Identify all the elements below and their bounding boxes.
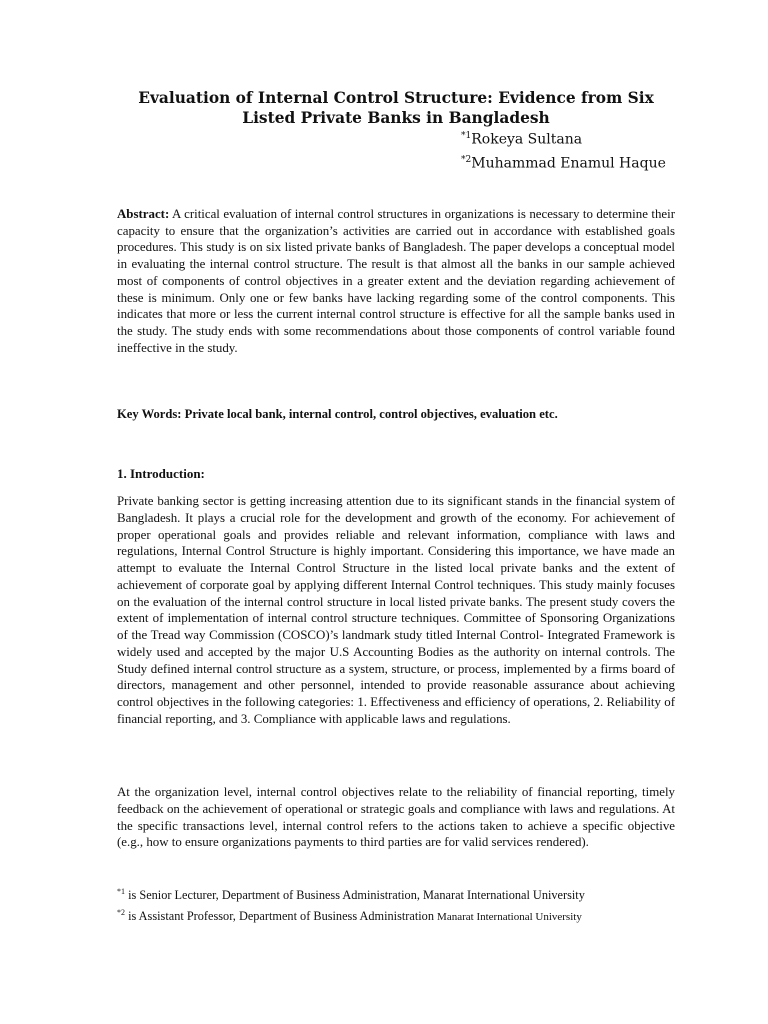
paper-page — [117, 88, 676, 924]
abstract-label: Abstract: — [117, 207, 170, 221]
footnote-2-marker: *2 — [117, 908, 125, 918]
author-2 — [461, 150, 666, 174]
footnote-1-marker: *1 — [117, 887, 125, 896]
abstract-text: A critical evaluation of internal control structures in organizations is necessary to determine their capacity to ensure that the organization’s activities are carried out in accordance with established goals procedures. This study is on six listed private banks of Bangladesh. The paper develops a conceptual model in evaluating the internal control structure. The result is that almost all the banks in our sample achieved most of components of control objectives in a greater extent and the deviation regarding achievement of these is minimum. Only one or few banks have lacking regarding some of the control components. This indicates that more or less the current internal control structure is effective for all the sample banks used in the study. The study ends with some recommendations about those components of control variable found ineffective in the study. — [117, 207, 676, 355]
author-list — [461, 126, 666, 173]
footnote-2-text: is Assistant Professor, Department of Business Administration — [125, 909, 438, 924]
author-1-marker: *1 — [461, 131, 472, 141]
footnote-1-text: is Senior Lecturer, Department of Business Administration, Manarat International University — [125, 888, 585, 903]
keywords: Key Words: Private local bank, internal control, control objectives, evaluation etc. — [117, 407, 558, 421]
abstract — [117, 206, 675, 356]
paper-title: Evaluation of Internal Control Structure: Evidence from Six Listed Private Banks in Bangladesh — [138, 89, 654, 127]
section-heading-introduction: 1. Introduction: — [117, 466, 205, 481]
author-1-name: Rokeya Sultana — [471, 131, 583, 148]
footnote-1 — [117, 883, 677, 904]
author-2-marker: *2 — [461, 154, 472, 165]
footnote-2-affiliation: Manarat International University — [437, 911, 582, 924]
introduction-paragraph-1: Private banking sector is getting increasing attention due to its significant stands in the financial system of Bangladesh. It plays a crucial role for the development and growth of the economy. For achievement of proper operational goals and provides reliable and relevant information, compliance with laws and regulations, Internal Control Structure is highly important. Considering this importance, we have made an attempt to evaluate the Internal Control Structure in the listed local private banks and the extent of achievement of corporate goal by applying different Internal Control techniques. This study mainly focuses on the evaluation of the internal control structure in local listed private banks. The present study covers the extent of implementation of internal control structure techniques. Committee of Sponsoring Organizations of the Tread way Commission (COSCO)’s landmark study titled Internal Control- Integrated Framework is widely used and accepted by the major U.S Accounting Bodies as the authority on internal controls. The Study defined internal control structure as a system, structure, or process, implemented by a firms board of directors, management and other personnel, intended to provide reasonable assurance about achieving control objectives in the following categories: 1. Effectiveness and efficiency of operations, 2. Reliability of financial reporting, and 3. Compliance with applicable laws and regulations. — [117, 494, 675, 726]
author-2-name: Muhammad Enamul Haque — [471, 155, 666, 172]
introduction-paragraph-2: At the organization level, internal control objectives relate to the reliability of financial reporting, timely feedback on the achievement of operational or strategic goals and compliance with laws and regulations. At the specific transactions level, internal control refers to the actions taken to achieve a specific objective (e.g., how to ensure organizations payments to third parties are for valid services rendered). — [117, 785, 675, 850]
author-1 — [461, 126, 666, 150]
footnotes — [117, 883, 677, 926]
footnote-2 — [117, 904, 677, 926]
